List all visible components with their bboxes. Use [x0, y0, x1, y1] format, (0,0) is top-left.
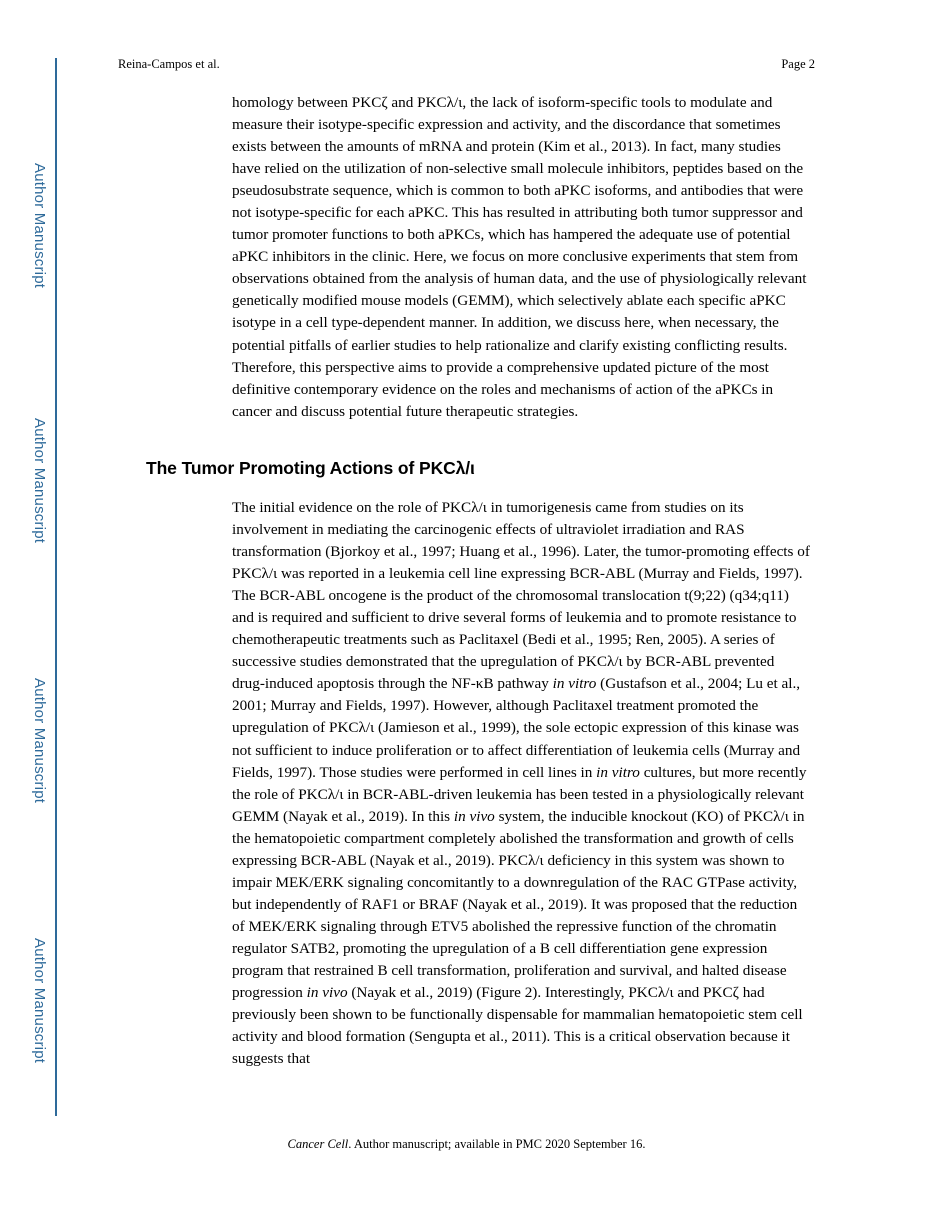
section-heading: The Tumor Promoting Actions of PKCλ/ι	[146, 458, 475, 478]
rail-label-author-manuscript-1: Author Manuscript	[31, 163, 48, 289]
footer-journal-name: Cancer Cell	[287, 1137, 349, 1151]
rail-label-author-manuscript-4: Author Manuscript	[31, 938, 48, 1064]
rail-label-author-manuscript-3: Author Manuscript	[31, 678, 48, 804]
paragraph-continuation: homology between PKCζ and PKCλ/ι, the lack of isoform-specific tools to modulate and measure their isotype-specific expression and activity, and the discordance that sometimes exists between the amounts of mRNA and protein (Kim et al., 2013). In fact, many studies have relied on the utilization of non-selective small molecule inhibitors, peptides based on the pseudosubstrate sequence, which is common to both aPKC isoforms, and antibodies that were not isotype-specific for each aPKC. This has resulted in attributing both tumor suppressor and tumor promoter functions to both aPKCs, which has hampered the adequate use of potential aPKC inhibitors in the clinic. Here, we focus on more conclusive experiments that stem from observations obtained from the analysis of human data, and the use of physiologically relevant genetically modified mouse models (GEMM), which selectively ablate each specific aPKC isotype in a cell type-dependent manner. In addition, we discuss here, when necessary, the potential pitfalls of earlier studies to help rationalize and clarify existing conflicting results. Therefore, this perspective aims to provide a comprehensive updated picture of the most definitive contemporary evidence on the roles and mechanisms of action of the aPKCs in cancer and discuss potential future therapeutic strategies.	[232, 94, 807, 420]
running-head-author: Reina-Campos et al.	[118, 57, 220, 71]
rail-divider-line	[55, 58, 57, 1116]
author-manuscript-rail	[0, 58, 100, 1116]
section-paragraph: The initial evidence on the role of PKCλ/ι in tumorigenesis came from studies on its involvement in mediating the carcinogenic effects of ultraviolet irradiation and RAS transformation (Bjorkoy et al., 1997; Huang et al., 1996). Later, the tumor-promoting effects of PKCλ/ι was reported in a leukemia cell line expressing BCR-ABL (Murray and Fields, 1997). The BCR-ABL oncogene is the product of the chromosomal translocation t(9;22) (q34;q11) and is required and sufficient to drive several forms of leukemia and to promote resistance to chemotherapeutic treatments such as Paclitaxel (Bedi et al., 1995; Ren, 2005). A series of successive studies demonstrated that the upregulation of PKCλ/ι by BCR-ABL prevented drug-induced apoptosis through the NF-κB pathway in vitro (Gustafson et al., 2004; Lu et al., 2001; Murray and Fields, 1997). However, although Paclitaxel treatment promoted the upregulation of PKCλ/ι (Jamieson et al., 1999), the sole ectopic expression of this kinase was not sufficient to induce proliferation or to affect differentiation of leukemia cells (Murray and Fields, 1997). Those studies were performed in cell lines in in vitro cultures, but more recently the role of PKCλ/ι in BCR-ABL-driven leukemia has been tested in a physiologically relevant GEMM (Nayak et al., 2019). In this in vivo system, the inducible knockout (KO) of PKCλ/ι in the hematopoietic compartment completely abolished the transformation and growth of cells expressing BCR-ABL (Nayak et al., 2019). PKCλ/ι deficiency in this system was shown to impair MEK/ERK signaling concomitantly to a downregulation of the RAC GTPase activity, but independently of RAF1 or BRAF (Nayak et al., 2019). It was proposed that the reduction of MEK/ERK signaling through ETV5 abolished the repressive function of the chromatin regulator SATB2, promoting the upregulation of a B cell differentiation gene expression program that restrained B cell transformation, proliferation and survival, and halted disease progression in vivo (Nayak et al., 2019) (Figure 2). Interestingly, PKCλ/ι and PKCζ had previously been shown to be functionally dispensable for mammalian hematopoietic stem cell activity and blood formation (Sengupta et al., 2011). This is a critical observation because it suggests that	[232, 499, 810, 1068]
page-number-label: Page 2	[781, 57, 815, 71]
rail-label-author-manuscript-2: Author Manuscript	[31, 418, 48, 544]
body-column-top	[232, 92, 810, 423]
page-footer	[118, 1137, 815, 1152]
footer-note: . Author manuscript; available in PMC 2020 September 16.	[348, 1137, 646, 1151]
body-column-section	[232, 497, 810, 1070]
running-head	[118, 57, 815, 72]
